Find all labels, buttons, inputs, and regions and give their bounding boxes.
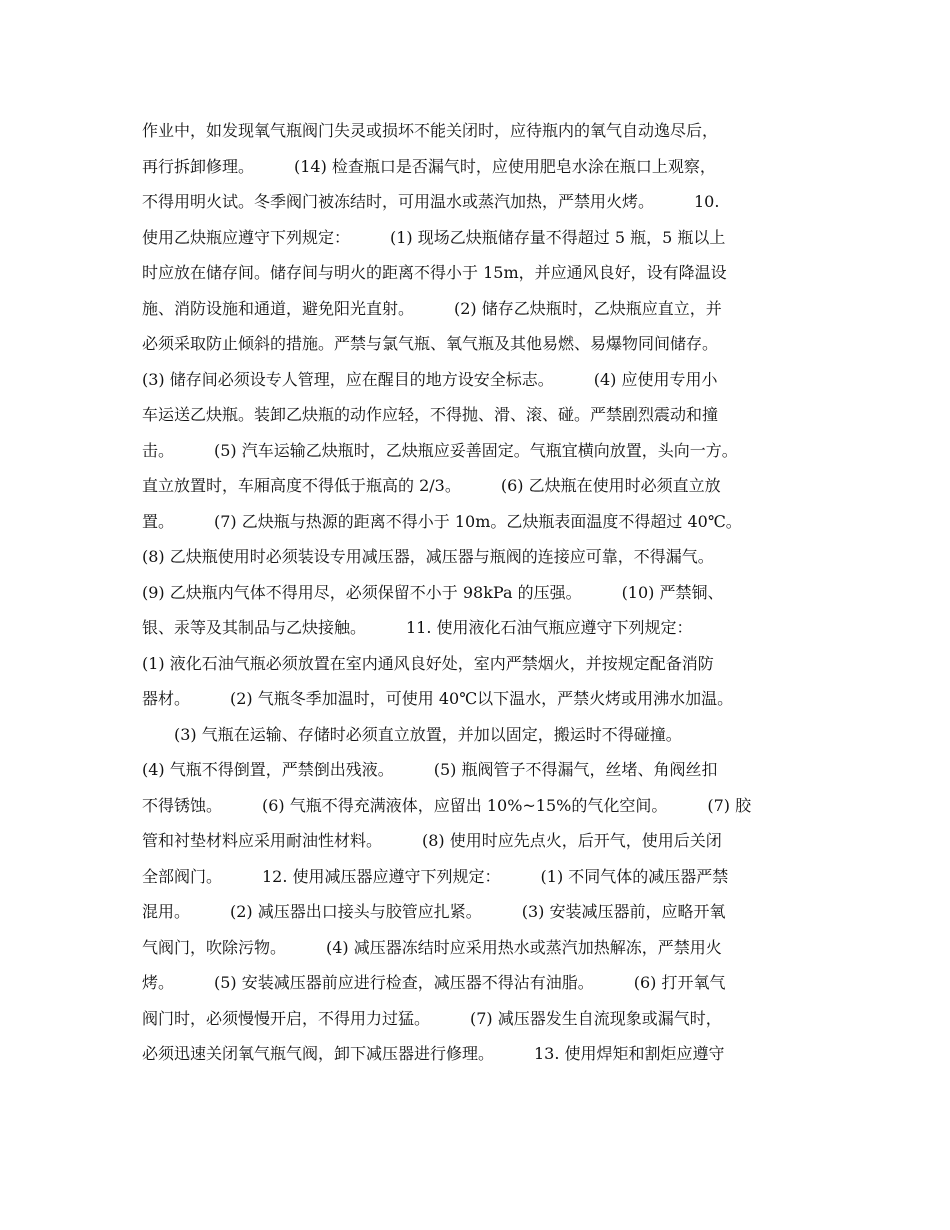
text-line: 必须迅速关闭氧气瓶气阀，卸下减压器进行修理。 13. 使用焊矩和割炬应遵守: [142, 1044, 725, 1063]
text-line: 车运送乙炔瓶。装卸乙炔瓶的动作应轻，不得抛、滑、滚、碰。严禁剧烈震动和撞: [142, 405, 719, 424]
text-line: 管和衬垫材料应采用耐油性材料。 (8) 使用时应先点火，后开气，使用后关闭: [142, 831, 722, 850]
text-line: 使用乙炔瓶应遵守下列规定： (1) 现场乙炔瓶储存量不得超过 5 瓶，5 瓶以上: [142, 227, 726, 247]
text-line: 必须采取防止倾斜的措施。严禁与氯气瓶、氧气瓶及其他易燃、易爆物同间储存。: [142, 334, 719, 353]
text-line: 击。 (5) 汽车运输乙炔瓶时，乙炔瓶应妥善固定。气瓶宜横向放置，头向一方。: [142, 440, 738, 460]
text-line: 烤。 (5) 安装减压器前应进行检查，减压器不得沾有油脂。 (6) 打开氧气: [142, 973, 726, 992]
text-line: (3) 储存间必须设专人管理，应在醒目的地方设安全标志。 (4) 应使用专用小: [142, 369, 718, 389]
text-line: 施、消防设施和通道，避免阳光直射。 (2) 储存乙炔瓶时，乙炔瓶应直立，并: [142, 298, 722, 318]
text-line: 气阀门，吹除污物。 (4) 减压器冻结时应采用热水或蒸汽加热解冻，严禁用火: [142, 937, 722, 957]
text-line: (3) 气瓶在运输、存储时必须直立放置，并加以固定，搬运时不得碰撞。: [142, 724, 682, 744]
text-line: 直立放置时，车厢高度不得低于瓶高的 2/3。 (6) 乙炔瓶在使用时必须直立放: [142, 476, 721, 495]
text-line: 器材。 (2) 气瓶冬季加温时，可使用 40℃以下温水，严禁火烤或用沸水加温。: [142, 689, 734, 708]
text-line: (4) 气瓶不得倒置，严禁倒出残液。 (5) 瓶阀管子不得漏气，丝堵、角阀丝扣: [142, 760, 718, 779]
text-line: 作业中，如发现氧气瓶阀门失灵或损坏不能关闭时，应待瓶内的氧气自动逸尽后，: [142, 121, 719, 140]
text-line: 混用。 (2) 减压器出口接头与胶管应扎紧。 (3) 安装减压器前，应略开氧: [142, 902, 726, 921]
text-line: 时应放在储存间。储存间与明火的距离不得小于 15m，并应通风良好，设有降温设: [142, 263, 727, 282]
text-line: 置。 (7) 乙炔瓶与热源的距离不得小于 10m。乙炔瓶表面温度不得超过 40℃。: [142, 511, 742, 531]
text-line: (1) 液化石油气瓶必须放置在室内通风良好处，室内严禁烟火，并按规定配备消防: [142, 653, 714, 673]
text-line: 全部阀门。 12. 使用减压器应遵守下列规定： (1) 不同气体的减压器严禁: [142, 866, 729, 886]
text-line: 不得用明火试。冬季阀门被冻结时，可用温水或蒸汽加热，严禁用火烤。 10.: [142, 192, 720, 211]
body-text: [142, 113, 832, 1072]
text-line: (8) 乙炔瓶使用时必须装设专用减压器，减压器与瓶阀的连接应可靠，不得漏气。: [142, 547, 714, 566]
text-line: 银、汞等及其制品与乙炔接触。 11. 使用液化石油气瓶应遵守下列规定：: [142, 618, 693, 637]
text-line: 再行拆卸修理。 (14) 检查瓶口是否漏气时，应使用肥皂水涂在瓶口上观察，: [142, 156, 716, 176]
text-line: 不得锈蚀。 (6) 气瓶不得充满液体，应留出 10%~15%的气化空间。 (7) 胶: [142, 795, 752, 815]
text-line: (9) 乙炔瓶内气体不得用尽，必须保留不小于 98kPa 的压强。 (10) 严禁铜、: [142, 582, 724, 602]
text-line: 阀门时，必须慢慢开启，不得用力过猛。 (7) 减压器发生自流现象或漏气时，: [142, 1008, 722, 1028]
